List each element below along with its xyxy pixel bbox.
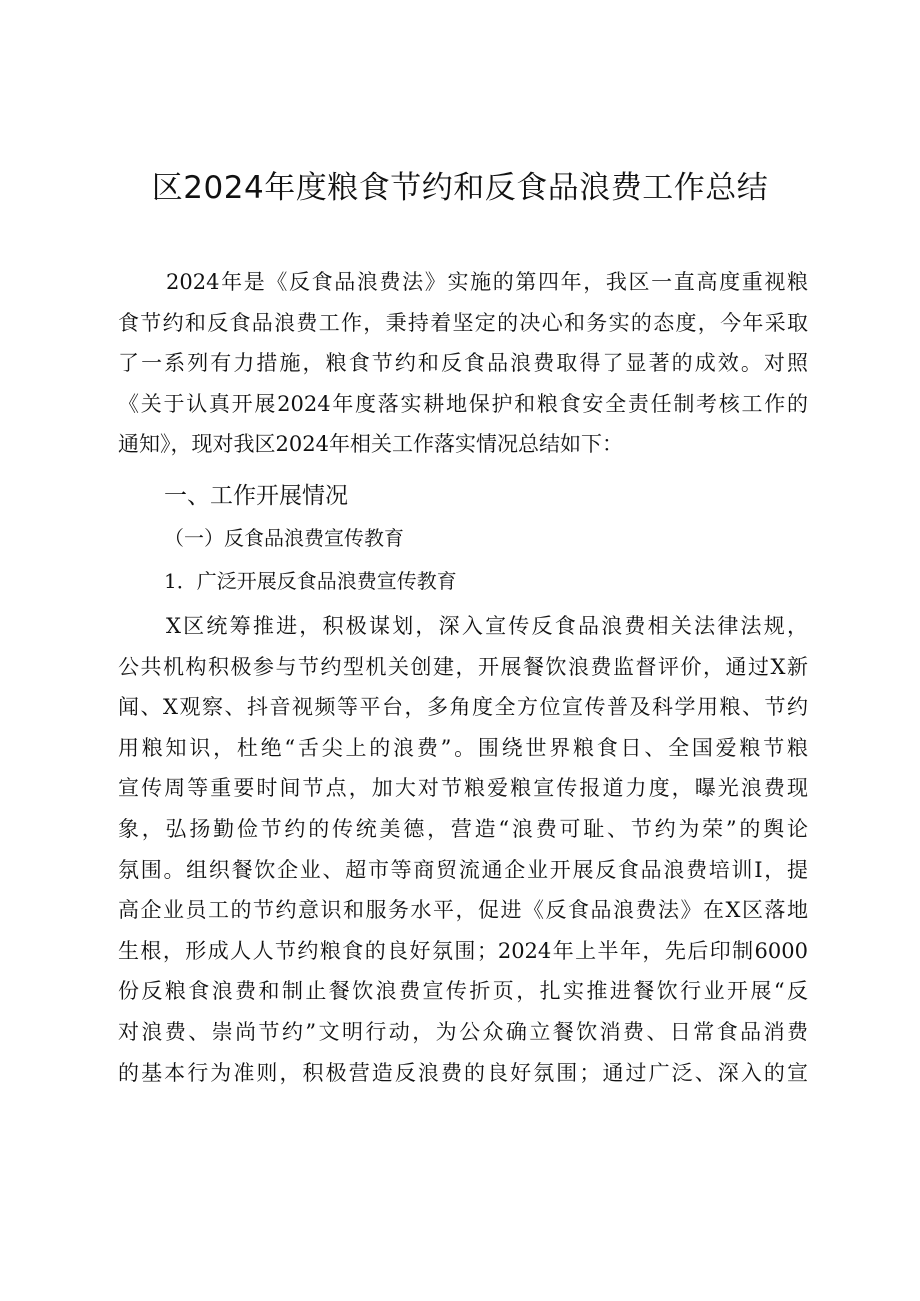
body-line: 宣传周等重要时间节点，加大对节粮爱粮宣传报道力度，曝光浪费现 xyxy=(118,776,808,801)
intro-line: 《关于认真开展2024年度落实耕地保护和粮食安全责任制考核工作的 xyxy=(118,391,808,416)
intro-line: 2024年是《反食品浪费法》实施的第四年，我区一直高度重视粮 xyxy=(166,270,808,294)
section-heading: 一、工作开展情况 xyxy=(164,483,348,509)
intro-line: 了一系列有力措施，粮食节约和反食品浪费取得了显著的成效。对照 xyxy=(118,351,808,376)
body-line: 对浪费、崇尚节约”文明行动，为公众确立餐饮消费、日常食品消费 xyxy=(118,1019,808,1044)
document-title: 区2024年度粮食节约和反食品浪费工作总结 xyxy=(151,170,769,206)
body-line: 公共机构积极参与节约型机关创建，开展餐饮浪费监督评价，通过X新 xyxy=(118,654,808,679)
body-line: 份反粮食浪费和制止餐饮浪费宣传折页，扎实推进餐饮行业开展“反 xyxy=(118,979,808,1004)
body-line: 氛围。组织餐饮企业、超市等商贸流通企业开展反食品浪费培训I，提 xyxy=(118,857,808,882)
intro-line: 食节约和反食品浪费工作，秉持着坚定的决心和务实的态度，今年采取 xyxy=(118,310,808,335)
body-line: 闻、X观察、抖音视频等平台，多角度全方位宣传普及科学用粮、节约 xyxy=(118,695,808,720)
item-heading: 1．广泛开展反食品浪费宣传教育 xyxy=(164,569,457,593)
body-line: 象，弘扬勤俭节约的传统美德，营造“浪费可耻、节约为荣”的舆论 xyxy=(118,816,808,841)
body-line: 高企业员工的节约意识和服务水平，促进《反食品浪费法》在X区落地 xyxy=(118,898,808,923)
body-paragraph xyxy=(118,606,808,1093)
intro-line: 通知》，现对我区2024年相关工作落实情况总结如下： xyxy=(118,432,623,457)
body-line: 的基本行为准则，积极营造反浪费的良好氛围；通过广泛、深入的宣 xyxy=(118,1060,808,1085)
intro-paragraph xyxy=(118,262,808,465)
body-line: 生根，形成人人节约粮食的良好氛围；2024年上半年，先后印制6000 xyxy=(118,938,808,963)
subsection-heading: （一）反食品浪费宣传教育 xyxy=(164,526,404,550)
body-line: X区统筹推进，积极谋划，深入宣传反食品浪费相关法律法规， xyxy=(166,614,808,638)
body-line: 用粮知识，杜绝“舌尖上的浪费”。围绕世界粮食日、全国爱粮节粮 xyxy=(118,735,808,760)
